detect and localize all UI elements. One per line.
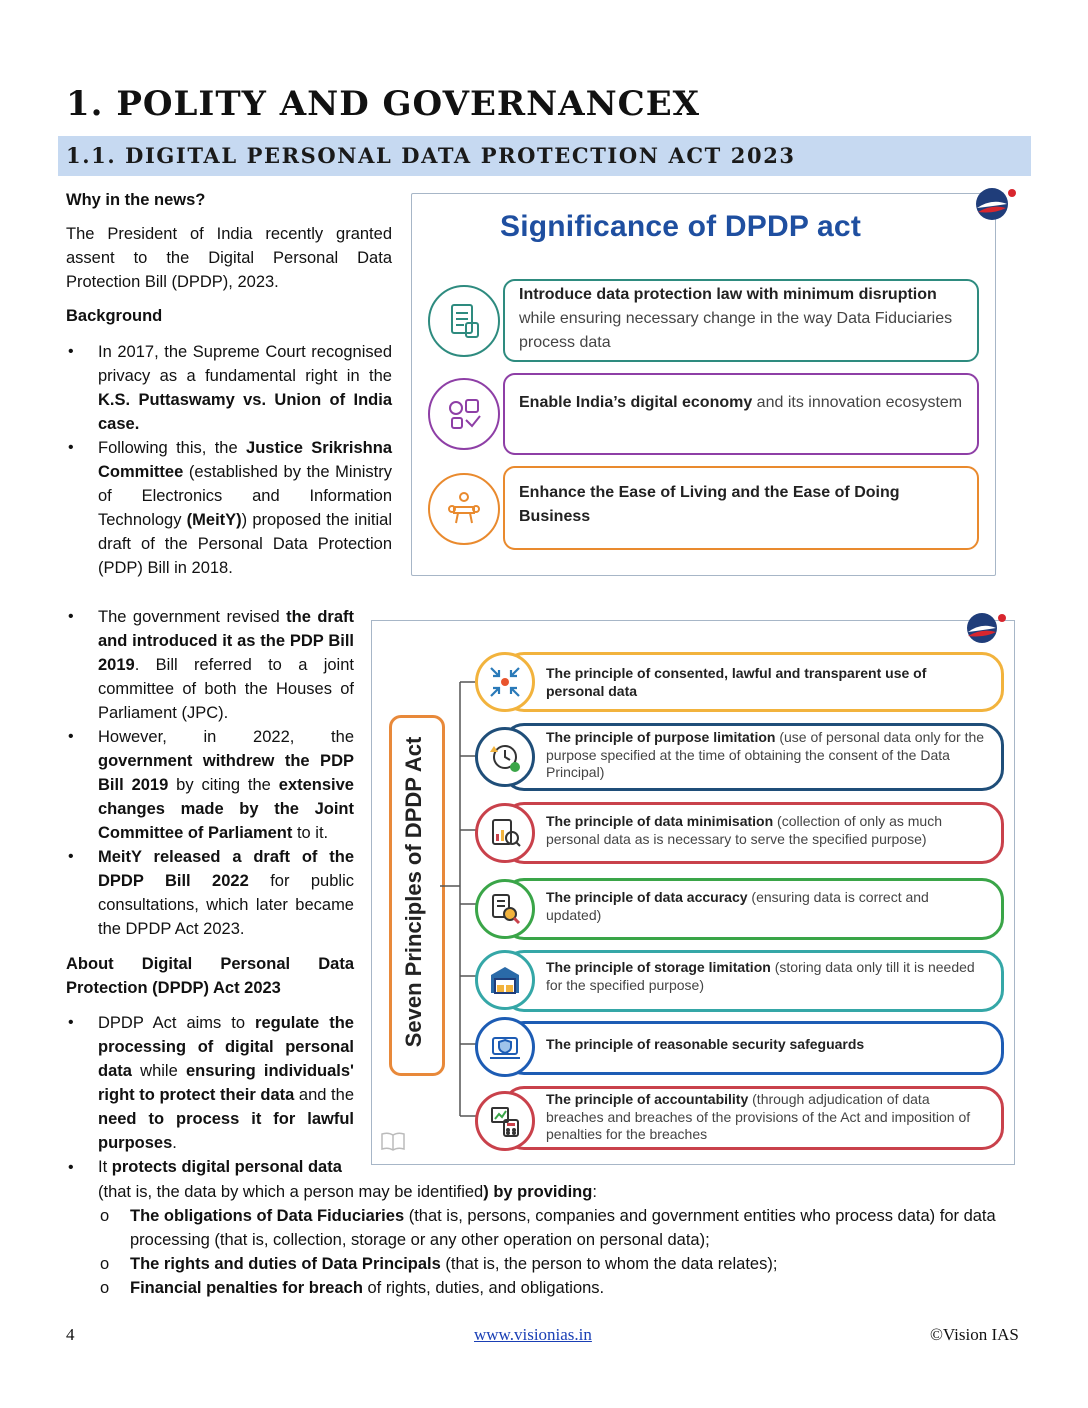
page-number: 4 [66,1325,75,1344]
list-item: • In 2017, the Supreme Court recognised privacy as a fundamental right in the K.S. Puttaswamy vs. Union of India case. [66,340,392,436]
list-item: • It protects digital personal data (that is, the data by which a person may be identified) by providing: [66,1155,1030,1205]
meeting-icon [428,473,500,545]
visionias-logo [974,184,1018,229]
about-heading: About Digital Personal Data Protection (DPDP) Act 2023 [66,955,354,997]
sub-list-item: o The rights and duties of Data Principals (that is, the person to whom the data relates); [100,1252,1030,1276]
significance-text-3: Enhance the Ease of Living and the Ease of Doing Business [519,484,900,525]
significance-title: Significance of DPDP act [500,210,862,243]
report-search-icon [475,803,535,863]
document-magnifier-icon [475,879,535,939]
website-link[interactable]: www.visionias.in [474,1325,592,1344]
warehouse-icon [475,950,535,1010]
why-text: The President of India recently granted assent to the Digital Personal Data Protection Bill (DPDP), 2023. [66,225,392,291]
page-heading: 1. POLITY AND GOVERNANCEX [66,84,701,124]
visionias-logo [962,610,1010,651]
subheading: 1.1. DIGITAL PERSONAL DATA PROTECTION ACT 2023 [66,143,796,168]
principle-text-3: The principle of data minimisation (collection of only as much personal data as is necessary to serve the specified purpose) [546,813,942,847]
list-item: • MeitY released a draft of the DPDP Bill 2022 for public consultations, which later became the DPDP Act 2023. [66,845,354,941]
list-item: • DPDP Act aims to regulate the processing of digital personal data while ensuring individuals' right to protect their data and the need to process it for lawful purposes. [66,1011,354,1155]
shield-laptop-icon [475,1017,535,1077]
list-item: • Following this, the Justice Srikrishna Committee (established by the Ministry of Electronics and Information Technology (MeitY)) proposed the initial draft of the Personal Data Protection (PDP) Bill in 2018. [66,436,392,580]
background-heading: Background [66,307,163,325]
principles-title: Seven Principles of DPDP Act [401,736,426,1048]
significance-text-2: Enable India’s digital economy and its innovation ecosystem [519,394,963,411]
principle-text-6: The principle of reasonable security safeguards [546,1036,865,1052]
principle-text-2: The principle of purpose limitation (use of personal data only for the purpose specified at the time of obtaining the consent of the Data Principal) [546,729,985,780]
background-list-b [66,605,354,941]
copyright: ©Vision IAS [930,1325,1019,1344]
list-item: • However, in 2022, the government withdrew the PDP Bill 2019 by citing the extensive changes made by the Joint Committee of Parliament to it. [66,725,354,845]
sub-list-item: o Financial penalties for breach of rights, duties, and obligations. [100,1276,1030,1300]
digital-apps-icon [428,378,500,450]
principle-text-1: The principle of consented, lawful and transparent use of personal data [546,665,927,699]
principle-text-7: The principle of accountability (through adjudication of data breaches and breaches of the provisions of the Act and imposition of penalties for the breaches [546,1091,971,1142]
about-list-a [66,1011,354,1155]
principle-text-5: The principle of storage limitation (storing data only till it is needed for the specified purpose) [546,959,975,993]
significance-text-1: Introduce data protection law with minimum disruption while ensuring necessary change in the way Data Fiduciaries process data [519,286,953,351]
why-heading: Why in the news? [66,191,206,209]
converge-arrows-icon [475,652,535,712]
list-item: • The government revised the draft and introduced it as the PDP Bill 2019. Bill referred to a joint committee of both the Houses of Parliament (JPC). [66,605,354,725]
calculator-chart-icon [475,1091,535,1151]
sub-list [100,1204,1030,1300]
clock-check-icon [475,727,535,787]
background-list-a [66,340,392,580]
book-icon [380,1130,406,1157]
document-icon [428,285,500,357]
sub-list-item: o The obligations of Data Fiduciaries (that is, persons, companies and government entities who process data) for data processing (that is, collection, storage or any other operation on personal data); [100,1204,1030,1252]
principle-text-4: The principle of data accuracy (ensuring data is correct and updated) [546,889,929,923]
